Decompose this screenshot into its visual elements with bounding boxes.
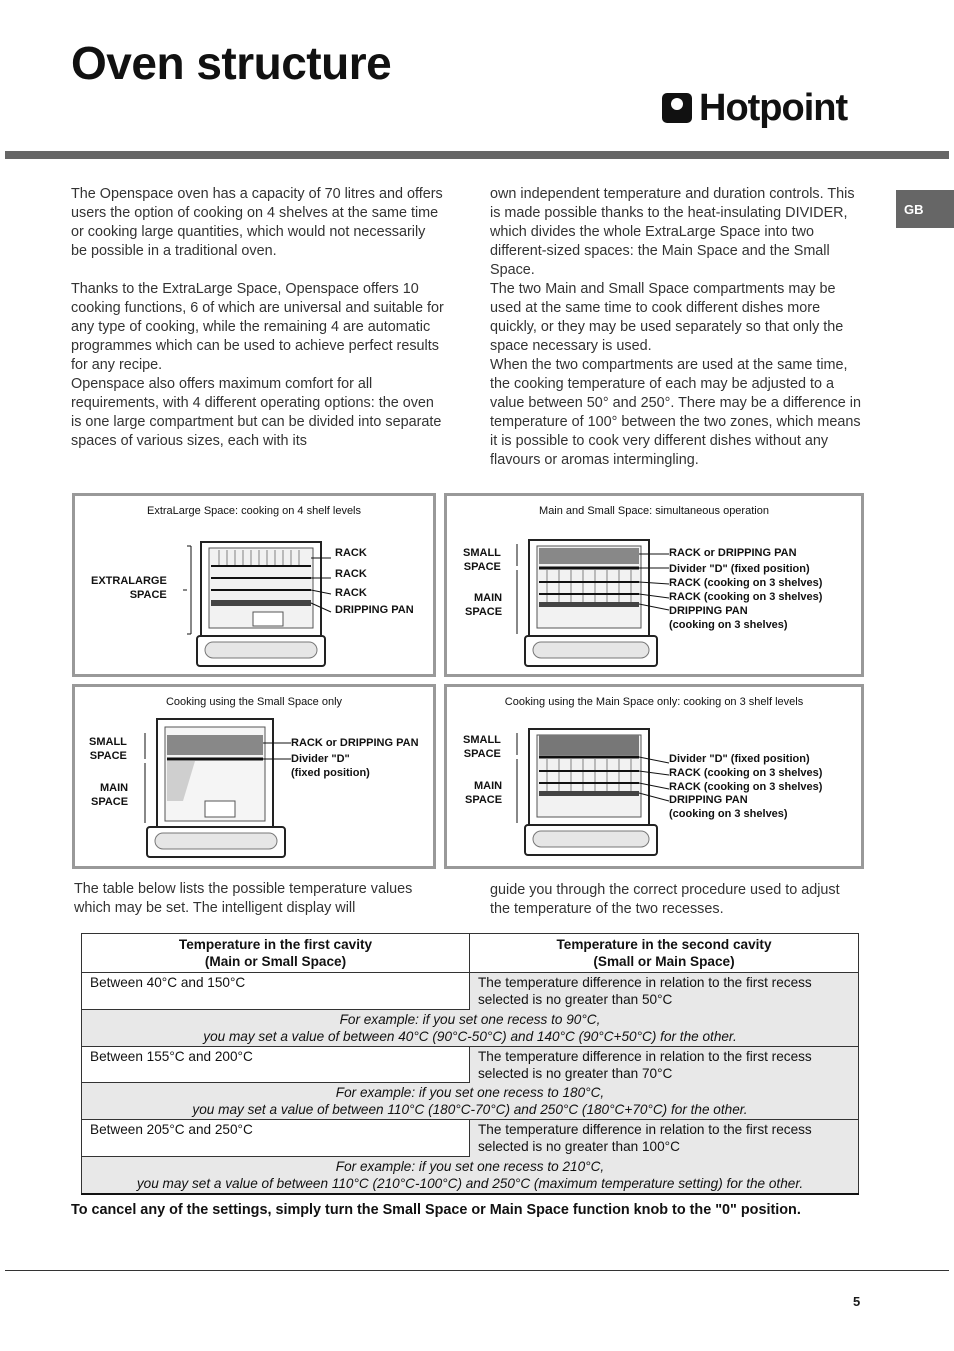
table-cell: The temperature difference in relation to the first recess selected is no greater than 50°C	[470, 973, 859, 1010]
intro-paragraph: Thanks to the ExtraLarge Space, Openspace offers 10 cooking functions, 6 of which are universal and suitable for any type of cooking, while the remaining 4 are automatic programmes which can be used to achieve perfect results for any recipe.	[71, 281, 444, 373]
intro-paragraph: The Openspace oven has a capacity of 70 litres and offers users the option of cooking on 4 shelves at the same time or cooking large quantities, which would not necessarily be possible in a traditional oven.	[71, 186, 443, 259]
table-header-row	[82, 934, 859, 973]
table-intro-text: guide you through the correct procedure used to adjust the temperature of the two recesses.	[490, 882, 840, 917]
label-rack-or-dripping-pan: RACK or DRIPPING PAN	[669, 547, 797, 559]
label-divider: Divider "D" (fixed position)	[669, 753, 810, 765]
diagram-panel-main-small	[444, 493, 864, 677]
label-rack: RACK	[335, 568, 367, 580]
diagram-panel-small-only	[72, 684, 436, 869]
label-rack: RACK (cooking on 3 shelves)	[669, 591, 823, 603]
diagram-panel-extralarge	[72, 493, 436, 677]
intro-paragraph: The two Main and Small Space compartments may be used at the same time to cook different dishes more quickly, or they may be used separately so that only the space necessary is used.	[490, 281, 844, 354]
example-cell: For example: if you set one recess to 180°C, you may set a value of between 110°C (180°C-70°C) and 250°C (180°C+70°C) for the other.	[82, 1083, 859, 1120]
label-divider: Divider "D" (fixed position)	[291, 753, 370, 779]
label-rack: RACK	[335, 587, 367, 599]
language-tab: GB	[896, 190, 954, 228]
panel-caption: ExtraLarge Space: cooking on 4 shelf levels	[146, 505, 362, 517]
intro-paragraph: When the two compartments are used at the same time, the cooking temperature of each may be adjusted to a value between 50° and 250°. There may be a difference in temperature of 100° between the two zones, which means it is possible to cook very different dishes without any flavours or aromas intermingling.	[490, 357, 861, 468]
oven-diagram	[511, 723, 671, 861]
oven-diagram	[511, 534, 671, 672]
label-rack: RACK (cooking on 3 shelves)	[669, 767, 823, 779]
diagram-panel-main-only	[444, 684, 864, 869]
side-label-small: SMALL SPACE	[463, 547, 501, 573]
table-example-row	[82, 1083, 859, 1120]
side-label-main: MAIN SPACE	[465, 780, 503, 806]
column-header: Temperature in the second cavity (Small or Main Space)	[470, 934, 859, 973]
table-cell: Between 155°C and 200°C	[82, 1046, 470, 1083]
oven-diagram	[183, 536, 333, 672]
column-header: Temperature in the first cavity (Main or Small Space)	[82, 934, 470, 973]
oven-diagram	[135, 711, 293, 861]
panel-caption: Cooking using the Main Space only: cooking on 3 shelf levels	[504, 696, 804, 708]
side-label-extralarge: EXTRALARGE SPACE	[91, 575, 167, 601]
hotpoint-logo-icon	[662, 93, 692, 123]
label-dripping-pan: DRIPPING PAN (cooking on 3 shelves)	[669, 605, 788, 631]
intro-paragraph: Openspace also offers maximum comfort for all requirements, with 4 different operating options: the oven is one large compartment but can be divided into separate spaces of various sizes, each with its	[71, 376, 442, 449]
label-dripping-pan: DRIPPING PAN (cooking on 3 shelves)	[669, 794, 788, 820]
header-rule	[5, 151, 949, 159]
table-cell: The temperature difference in relation to the first recess selected is no greater than 70°C	[470, 1046, 859, 1083]
temperature-table	[81, 933, 859, 1195]
panel-caption: Main and Small Space: simultaneous operation	[539, 505, 769, 517]
intro-paragraph: own independent temperature and duration controls. This is made possible thanks to the heat-insulating DIVIDER, which divides the whole ExtraLarge Space into two different-sized spaces: the Main Space and the Small Space.	[490, 186, 855, 278]
example-cell: For example: if you set one recess to 210°C, you may set a value of between 110°C (210°C-100°C) and 250°C (maximum temperature setting) for the other.	[82, 1156, 859, 1194]
intro-left-column	[71, 185, 444, 451]
table-row	[82, 1120, 859, 1157]
brand-name: Hotpoint	[699, 86, 848, 129]
label-rack: RACK (cooking on 3 shelves)	[669, 781, 823, 793]
label-divider: Divider "D" (fixed position)	[669, 563, 810, 575]
table-example-row	[82, 1009, 859, 1046]
label-rack: RACK (cooking on 3 shelves)	[669, 577, 823, 589]
footer-rule	[5, 1270, 949, 1271]
table-cell: Between 40°C and 150°C	[82, 973, 470, 1010]
table-example-row	[82, 1156, 859, 1194]
panel-caption: Cooking using the Small Space only	[165, 696, 343, 708]
page-title: Oven structure	[71, 37, 392, 89]
side-label-main: MAIN SPACE	[465, 592, 503, 618]
cancel-note: To cancel any of the settings, simply turn the Small Space or Main Space function knob to the "0" position.	[71, 1202, 801, 1218]
side-label-small: SMALL SPACE	[463, 734, 501, 760]
example-cell: For example: if you set one recess to 90°C, you may set a value of between 40°C (90°C-50°C) and 140°C (90°C+50°C) for the other.	[82, 1009, 859, 1046]
intro-right-column	[490, 185, 862, 470]
label-rack: RACK	[335, 547, 367, 559]
table-row	[82, 973, 859, 1010]
label-rack-or-dripping-pan: RACK or DRIPPING PAN	[291, 737, 419, 749]
table-intro-right	[490, 881, 862, 919]
table-cell: Between 205°C and 250°C	[82, 1120, 470, 1157]
table-cell: The temperature difference in relation to the first recess selected is no greater than 100°C	[470, 1120, 859, 1157]
brand-logo	[662, 88, 847, 128]
table-row	[82, 1046, 859, 1083]
page-number: 5	[853, 1294, 861, 1309]
table-intro-left	[74, 880, 446, 918]
table-intro-text: The table below lists the possible temperature values which may be set. The intelligent display will	[74, 881, 413, 916]
side-label-main: MAIN SPACE	[91, 782, 129, 808]
label-dripping-pan: DRIPPING PAN	[335, 604, 414, 616]
side-label-small: SMALL SPACE	[89, 736, 127, 762]
